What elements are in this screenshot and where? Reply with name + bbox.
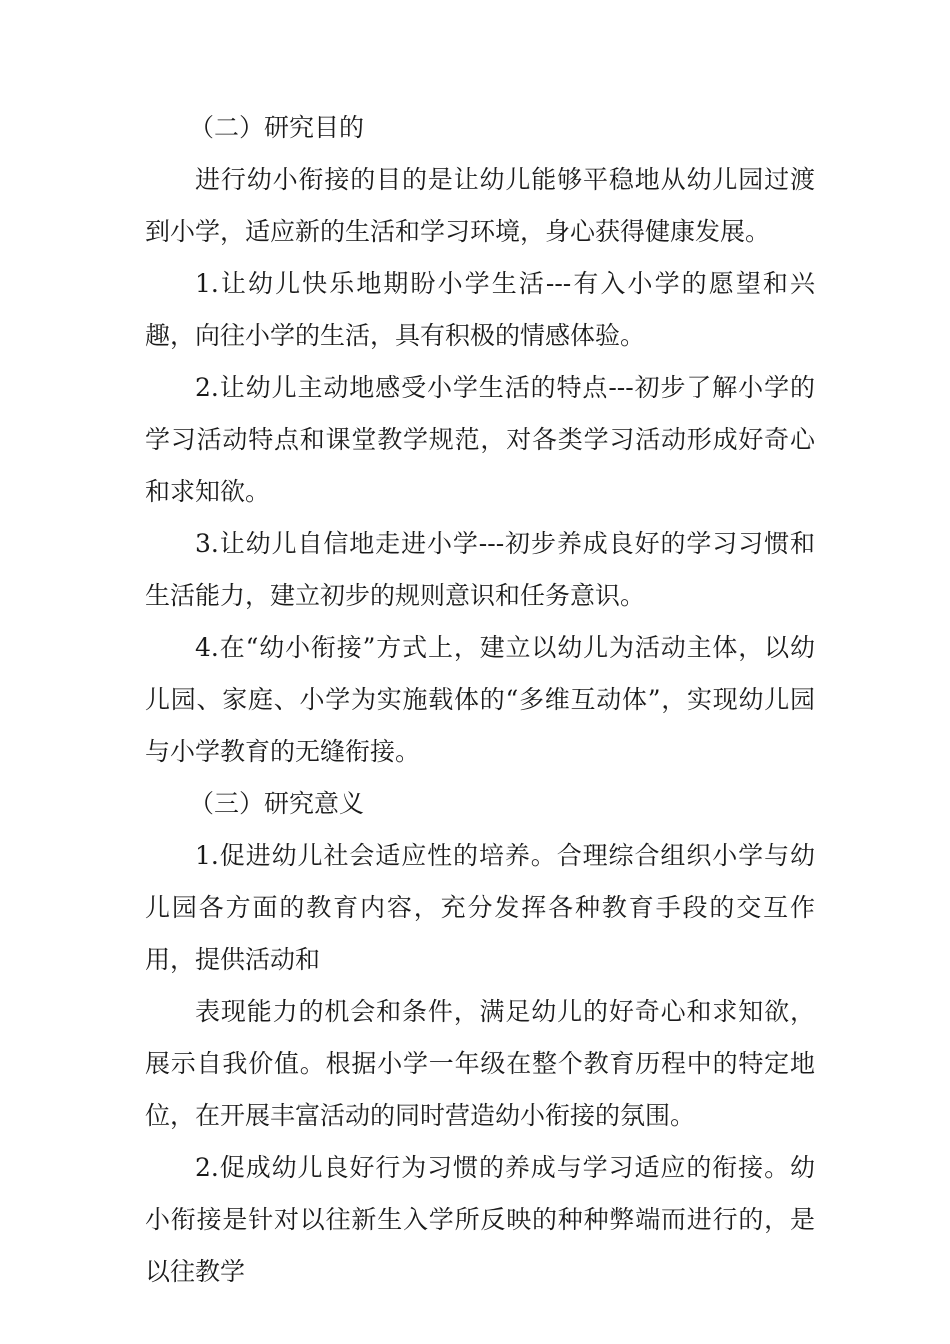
paragraph-purpose-item-4: 4.在“幼小衔接”方式上，建立以幼儿为活动主体，以幼儿园、家庭、小学为实施载体的“多维互动体”，实现幼儿园与小学教育的无缝衔接。 bbox=[145, 633, 815, 766]
paragraph-purpose-item-1: 1.让幼儿快乐地期盼小学生活---有入小学的愿望和兴趣，向往小学的生活，具有积极的情感体验。 bbox=[145, 269, 815, 350]
paragraph-significance-item-2: 2.促成幼儿良好行为习惯的养成与学习适应的衔接。幼小衔接是针对以往新生入学所反映的种种弊端而进行的，是以往教学 bbox=[145, 1153, 815, 1286]
section-heading-research-purpose: （二）研究目的 bbox=[189, 113, 365, 142]
section-heading-research-significance: （三）研究意义 bbox=[189, 789, 365, 818]
document-body bbox=[145, 102, 815, 1298]
paragraph-significance-item-1: 1.促进幼儿社会适应性的培养。合理综合组织小学与幼儿园各方面的教育内容，充分发挥各种教育手段的交互作用，提供活动和 bbox=[145, 841, 815, 974]
paragraph-purpose-item-2: 2.让幼儿主动地感受小学生活的特点---初步了解小学的学习活动特点和课堂教学规范，对各类学习活动形成好奇心和求知欲。 bbox=[145, 373, 815, 506]
paragraph-purpose-intro: 进行幼小衔接的目的是让幼儿能够平稳地从幼儿园过渡到小学，适应新的生活和学习环境，身心获得健康发展。 bbox=[145, 165, 815, 246]
paragraph-significance-continued: 表现能力的机会和条件，满足幼儿的好奇心和求知欲，展示自我价值。根据小学一年级在整个教育历程中的特定地位，在开展丰富活动的同时营造幼小衔接的氛围。 bbox=[145, 997, 815, 1130]
paragraph-purpose-item-3: 3.让幼儿自信地走进小学---初步养成良好的学习习惯和生活能力，建立初步的规则意识和任务意识。 bbox=[145, 529, 815, 610]
